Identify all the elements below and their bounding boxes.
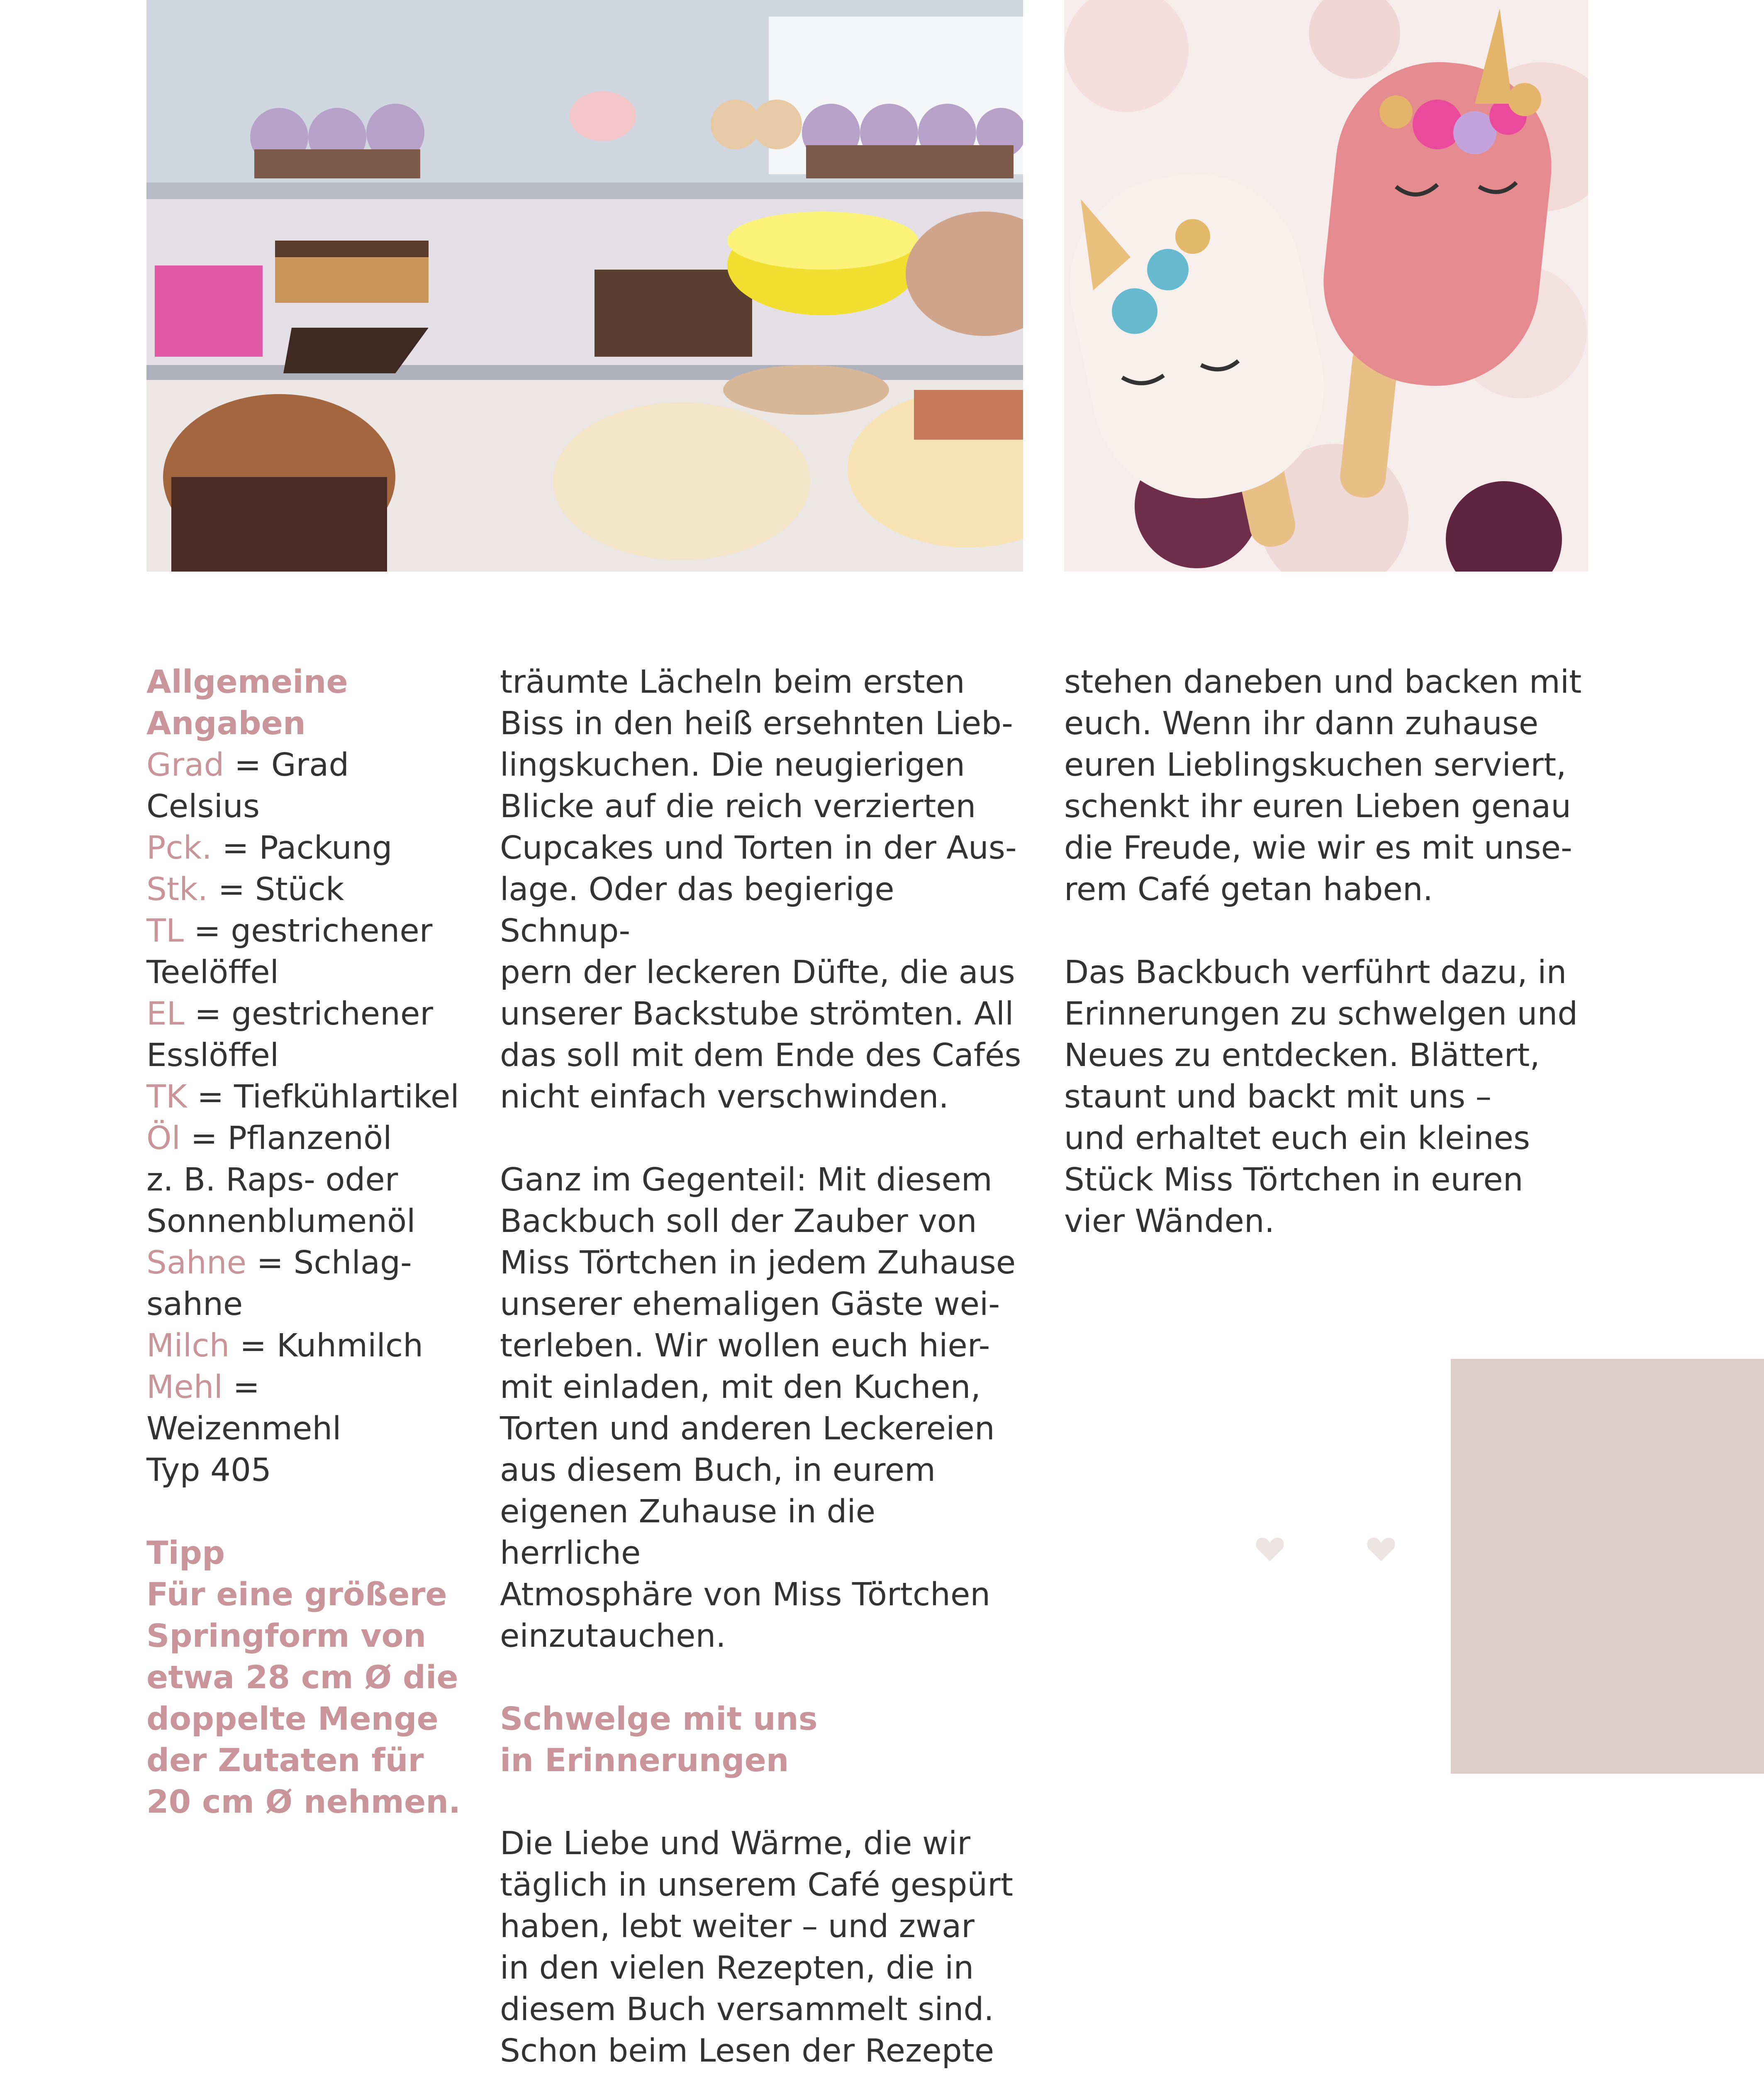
cake-display-photo: [146, 0, 1023, 572]
column-body-2: [500, 662, 1023, 2074]
paragraph-4: stehen daneben und backen mit euch. Wenn ihr dann zuhause euren Lieblingskuchen serviert, schenkt ihr euren Lieben genau die Freude, wie wir es mit unse- rem Café getan haben.: [1064, 664, 1582, 908]
legend-item: Sonnenblumenöl: [146, 1203, 416, 1240]
legend-title-line-2: Angaben: [146, 705, 306, 742]
legend-item: Grad = Grad Celsius: [146, 747, 349, 825]
unicorn-popsicles-photo: [1064, 0, 1588, 572]
legend-item: Esslöffel: [146, 1037, 279, 1074]
legend-item: Mehl = Weizenmehl: [146, 1369, 341, 1447]
paragraph-1: träumte Lächeln beim ersten Biss in den heiß ersehnten Lieb- lingskuchen. Die neugierigen Blicke auf die reich verzierten Cupcakes und Torten in der Aus- lage. Oder das begierige Schnup- pern der leckeren Düfte, die aus unserer Backstube strömten. All das soll mit dem Ende des Cafés nicht einfach verschwinden.: [500, 664, 1021, 1115]
legend-item: Öl = Pflanzenöl: [146, 1120, 392, 1157]
section-heading: Schwelge mit uns in Erinnerungen: [500, 1701, 818, 1779]
column-body-3: [1064, 662, 1603, 1242]
legend-item: TL = gestrichener: [146, 913, 433, 949]
legend-item: sahne: [146, 1286, 243, 1323]
paragraph-2: Ganz im Gegenteil: Mit diesem Backbuch soll der Zauber von Miss Törtchen in jedem Zuhause unserer ehemaligen Gäste wei- terleben. Wir wollen euch hier- mit einladen, mit den Kuchen, Torten und anderen Leckereien aus diesem Buch, in eurem eigenen Zuhause in die herrliche Atmosphäre von Miss Törtchen einzutauchen.: [500, 1161, 1016, 1655]
tip-text: Für eine größere Springform von etwa 28 cm Ø die doppelte Menge der Zutaten für 20 cm Ø nehmen.: [146, 1576, 461, 1821]
column-legend: [146, 662, 462, 1823]
legend-item: Typ 405: [146, 1452, 271, 1489]
legend-item: Stk. = Stück: [146, 871, 344, 908]
paragraph-5: Das Backbuch verführt dazu, in Erinnerungen zu schwelgen und Neues zu entdecken. Blättert, staunt und backt mit uns – und erhaltet euch ein kleines Stück Miss Törtchen in euren vier Wänden.: [1064, 954, 1578, 1240]
legend-item: Pck. = Packung: [146, 830, 392, 867]
legend-item: Milch = Kuhmilch: [146, 1327, 424, 1364]
legend-item: z. B. Raps- oder: [146, 1161, 398, 1198]
legend-title-line-1: Allgemeine: [146, 664, 348, 701]
legend-item: EL = gestrichener: [146, 996, 433, 1032]
legend-list: [146, 745, 462, 1491]
paragraph-3: Die Liebe und Wärme, die wir täglich in unserem Café gespürt haben, lebt weiter – und zwar in den vielen Rezepten, die in diesem Buch versammelt sind. Schon beim Lesen der Rezepte: [500, 1825, 1014, 2069]
legend-item: Teelöffel: [146, 954, 279, 991]
heart-icon: [1255, 1535, 1285, 1563]
decorative-block: [1451, 1359, 1764, 1774]
tip-title: Tipp: [146, 1535, 225, 1572]
heart-icon: [1366, 1535, 1396, 1563]
legend-item: TK = Tiefkühlartikel: [146, 1078, 459, 1115]
legend-item: Sahne = Schlag-: [146, 1244, 412, 1281]
